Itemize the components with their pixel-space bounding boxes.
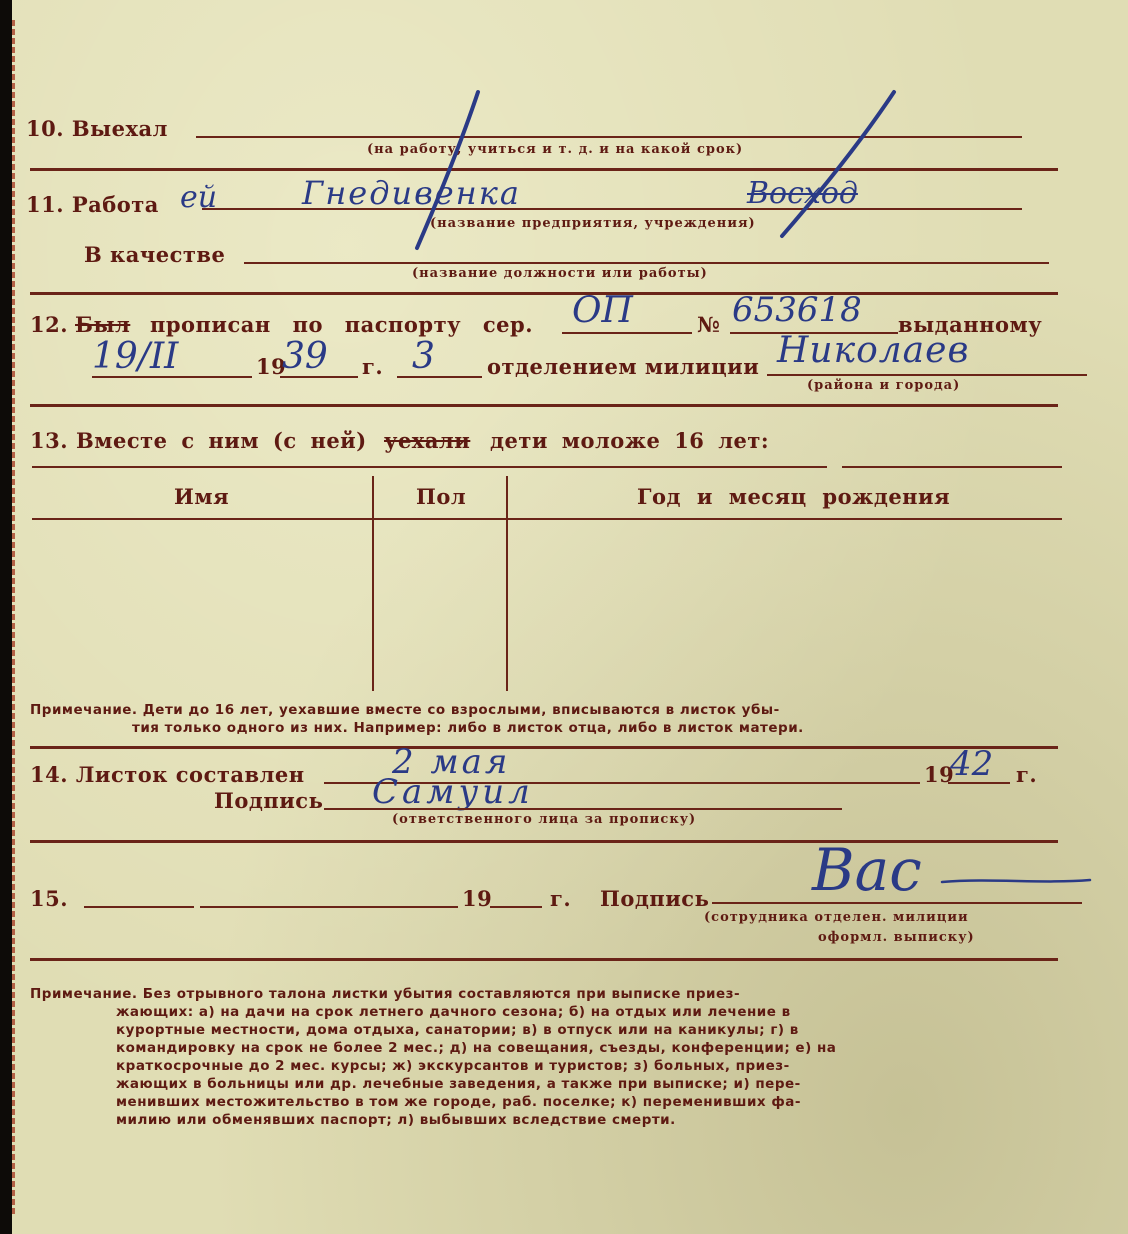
year-prefix: 19 — [256, 354, 287, 379]
note-2-line-2: жающих: а) на дачи на срок летнего дачного сезона; б) на отдых или лечение в — [116, 1004, 791, 1020]
field-13-number: 13. — [30, 428, 69, 453]
field-13-text: Вместе с ним (с ней) — [76, 428, 367, 453]
form-sheet — [12, 0, 1128, 1234]
field-15-number: 15. — [30, 886, 69, 911]
number-sign: № — [697, 312, 721, 337]
workplace-struck-handwritten: Восход — [747, 176, 858, 211]
field-11-caption: (название предприятия, учреждения) — [430, 216, 756, 231]
field-13-text-end: дети моложе 16 лет: — [490, 428, 770, 453]
note-2-line-1: Примечание. Без отрывного талона листки убытия составляются при выписке приез- — [30, 986, 741, 1002]
field-11-ending-handwritten: ей — [180, 180, 218, 215]
field-15-sign-label: Подпись — [600, 886, 710, 911]
office-label: отделением милиции — [487, 354, 760, 379]
position-caption: (название должности или работы) — [412, 266, 708, 281]
field-14-year-suffix: г. — [1016, 762, 1038, 787]
field-10-label: 10. Выехал — [26, 116, 168, 141]
pen-strokes — [12, 0, 1128, 1234]
note-2-line-4: командировку на срок не более 2 мес.; д) на совещания, съезды, конференции; е) на — [116, 1040, 837, 1056]
note-1-line-1: Примечание. Дети до 16 лет, уехавшие вместе со взрослыми, вписываются в листок убы- — [30, 702, 780, 718]
field-12-caption: (района и города) — [807, 378, 961, 393]
field-15-year-prefix: 19 — [462, 886, 493, 911]
field-12-number: 12. — [30, 312, 69, 337]
field-14-year-prefix: 19 — [924, 762, 955, 787]
note-1-line-2: тия только одного из них. Например: либо в листок отца, либо в листок матери. — [132, 720, 804, 736]
list-date-handwritten: 2 мая — [392, 742, 511, 782]
field-14-label: 14. Листок составлен — [30, 762, 305, 787]
column-header-sex: Пол — [416, 484, 467, 509]
city-handwritten: Николаев — [777, 330, 970, 371]
passport-number-handwritten: 653618 — [732, 290, 862, 330]
note-2-line-6: жающих в больницы или др. лечебные заведения, а также при выписке; и) пере- — [116, 1076, 801, 1092]
signature-1-handwritten: Самуил — [372, 772, 534, 812]
signature-2-handwritten: Вас — [812, 836, 922, 904]
workplace-handwritten: Гнедивенка — [302, 174, 521, 212]
issue-date-handwritten: 19/II — [92, 336, 179, 377]
column-header-name: Имя — [174, 484, 230, 509]
note-2-line-8: милию или обменявших паспорт; л) выбывших вследствие смерти. — [116, 1112, 676, 1128]
series-handwritten: ОП — [572, 290, 633, 331]
field-10-caption: (на работу, учиться и т. д. и на какой срок) — [367, 142, 744, 157]
column-header-birth: Год и месяц рождения — [637, 484, 951, 509]
field-15-year-suffix: г. — [550, 886, 572, 911]
field-13-struck-word: уехали — [384, 428, 471, 453]
position-label: В качестве — [84, 242, 226, 267]
field-15-caption-1: (сотрудника отделен. милиции — [704, 910, 969, 925]
note-2-line-7: менивших местожительство в том же городе, раб. поселке; к) переменивших фа- — [116, 1094, 801, 1110]
year-handwritten: 39 — [282, 336, 328, 377]
note-2-line-3: курортные местности, дома отдыха, санатории; в) в отпуск или на каникулы; г) в — [116, 1022, 799, 1038]
field-11-label: 11. Работа — [26, 192, 159, 217]
field-14-sign-label: Подпись — [214, 788, 324, 813]
field-12-text: прописан по паспорту сер. — [150, 312, 534, 337]
field-12-struck-word: Был — [75, 312, 131, 337]
field-14-caption: (ответственного лица за прописку) — [392, 812, 697, 827]
note-2-line-5: краткосрочные до 2 мес. курсы; ж) экскурсантов и туристов; з) больных, приез- — [116, 1058, 790, 1074]
field-15-caption-2: оформл. выписку) — [818, 930, 975, 945]
list-year-handwritten: 42 — [950, 744, 994, 784]
year-suffix: г. — [362, 354, 384, 379]
office-number-handwritten: 3 — [412, 336, 435, 377]
issued-label: выданному — [898, 312, 1043, 337]
